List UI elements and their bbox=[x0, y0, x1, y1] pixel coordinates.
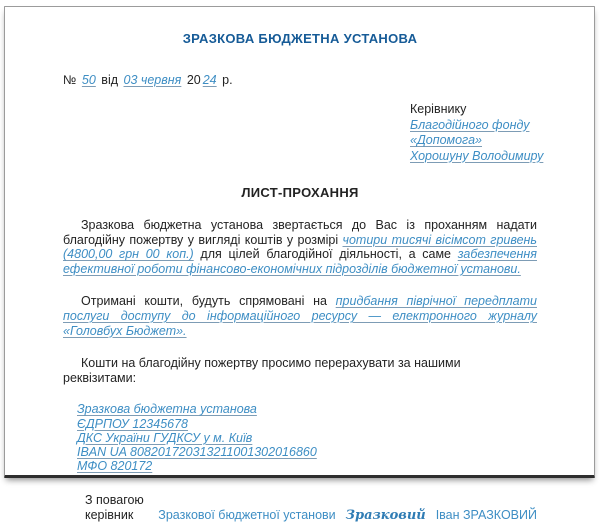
number-sign-label: № bbox=[63, 73, 77, 87]
addressee-role: Керівнику bbox=[410, 102, 467, 116]
requisite-mfo: МФО 820172 bbox=[77, 459, 153, 474]
year-prefix: 20 bbox=[186, 73, 201, 87]
requisite-iban: IBAN UA 808201720313211001302016860 bbox=[77, 444, 317, 459]
document-date-value: 03 червня bbox=[123, 73, 182, 87]
p2-usage-fill: придбання піврічної передплати послуги доступу до інформаційного ресурсу — електронного журналу «Головбух Бюджет». bbox=[63, 294, 537, 338]
signer-organization: Зразкової бюджетної установи bbox=[158, 508, 336, 523]
letter-sheet bbox=[4, 6, 595, 523]
addressee-person: Хорошуну Володимиру bbox=[410, 148, 544, 163]
p2-text-1: Отримані кошти, будуть спрямовані на bbox=[81, 294, 336, 309]
p1-text-2: для цілей благодійної діяльності, а саме bbox=[193, 247, 458, 262]
bank-requisites-list bbox=[77, 402, 537, 473]
signature-row bbox=[63, 508, 537, 523]
requisite-edrpou: ЄДРПОУ 12345678 bbox=[77, 416, 189, 431]
paragraph-requisites-intro: Кошти на благодійну пожертву просимо перерахувати за нашими реквізитами: bbox=[63, 356, 461, 385]
organization-name-heading: ЗРАЗКОВА БЮДЖЕТНА УСТАНОВА bbox=[182, 31, 418, 46]
addressee-block bbox=[410, 102, 595, 164]
paragraph-funds-usage bbox=[63, 294, 537, 338]
paragraph-donation-request bbox=[63, 218, 537, 276]
handwritten-signature: Зразковий bbox=[345, 508, 426, 523]
requisite-org-name: Зразкова бюджетна установа bbox=[77, 402, 257, 417]
letter-title: ЛИСТ-ПРОХАННЯ bbox=[241, 185, 359, 200]
p1-purpose-fill: забезпечення ефективної роботи фінансово-економічних підрозділів бюджетної установи. bbox=[63, 247, 537, 276]
document-number-value: 50 bbox=[81, 73, 96, 87]
addressee-organization: Благодійного фонду «Допомога» bbox=[410, 117, 530, 147]
signature-regards: З повагою bbox=[85, 493, 144, 508]
year-value: 24 bbox=[202, 73, 217, 87]
p1-text-1: Зразкова бюджетна установа звертається до Вас із проханням надати благодійну пожертву у вигляді коштів у розмірі bbox=[63, 218, 537, 247]
p1-amount-fill: чотири тисячі вісімсот гривень (4800,00 грн 00 коп.) bbox=[63, 232, 537, 262]
reference-number-line bbox=[63, 73, 537, 87]
signer-full-name: Іван ЗРАЗКОВИЙ bbox=[435, 508, 537, 523]
year-suffix: р. bbox=[222, 73, 233, 87]
signer-position: керівник bbox=[85, 508, 134, 523]
requisite-bank: ДКС України ГУДКСУ у м. Київ bbox=[77, 430, 253, 445]
signature-block bbox=[63, 493, 537, 523]
vid-label: від bbox=[101, 73, 119, 87]
